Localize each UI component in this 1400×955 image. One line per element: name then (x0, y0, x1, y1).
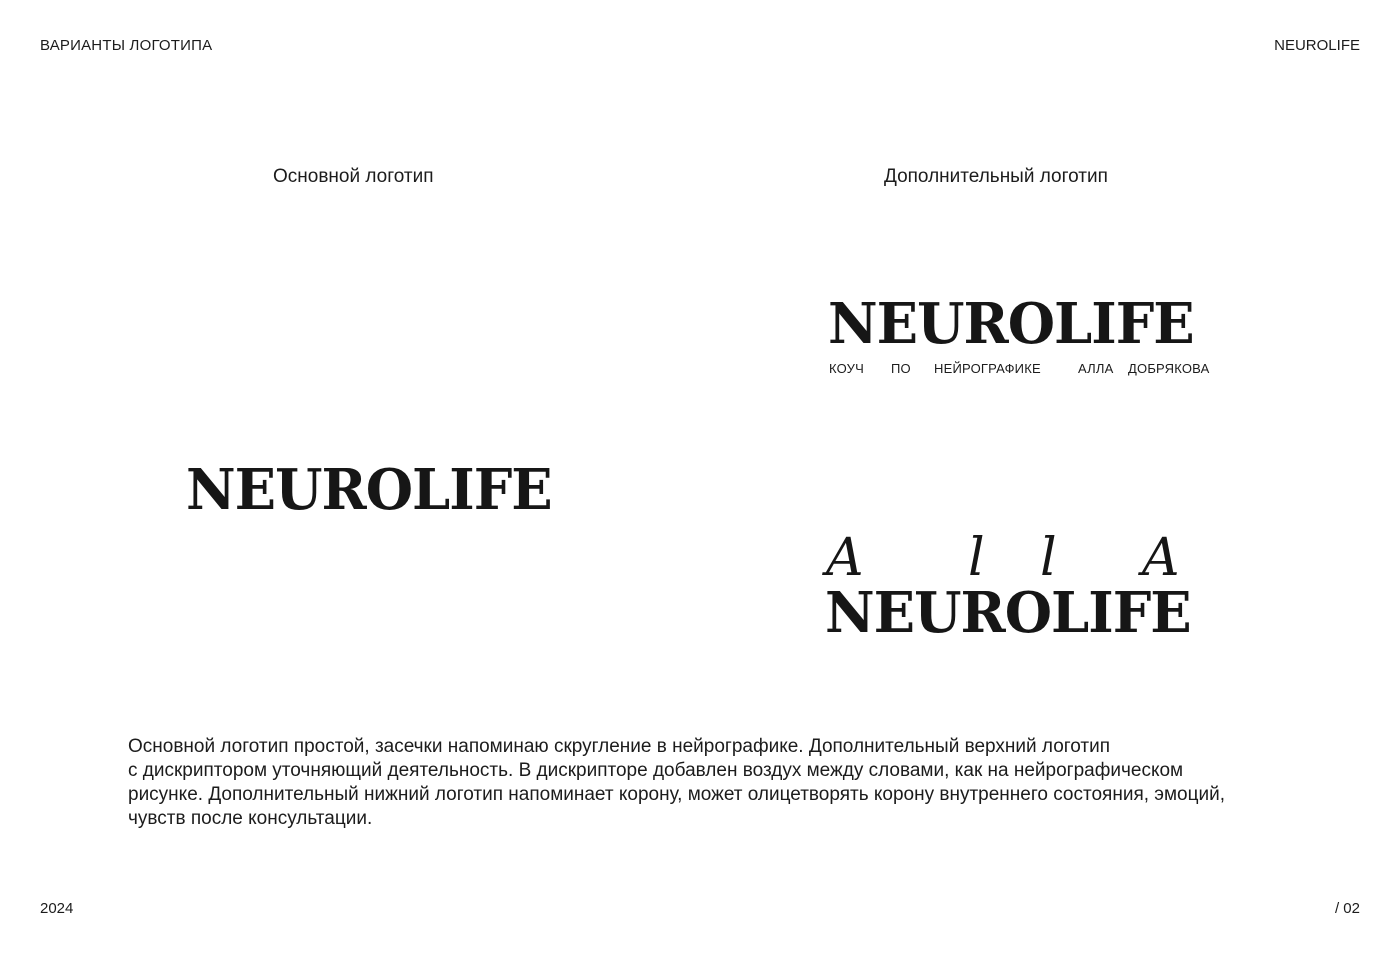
descriptor-word: ПО (891, 361, 911, 376)
descriptor-word: КОУЧ (829, 361, 864, 376)
main-logo-caption: Основной логотип (273, 166, 434, 187)
descriptor-word: НЕЙРОГРАФИКЕ (934, 361, 1041, 376)
description-line: чувств после консультации. (128, 808, 373, 829)
page-number: / 02 (1334, 900, 1360, 917)
year-label: 2024 (40, 900, 74, 917)
alt-logo-descriptor (829, 361, 1210, 377)
page-section-title: ВАРИАНТЫ ЛОГОТИПА (40, 37, 213, 54)
script-letter: l (1040, 528, 1057, 588)
descriptor-word: АЛЛА (1078, 361, 1114, 376)
main-logo-wordmark: NEUROLIFE (186, 457, 552, 523)
alt-logo-top-wordmark: NEUROLIFE (828, 291, 1194, 357)
description-line: с дискриптором уточняющий деятельность. В дискрипторе добавлен воздух между словами, как на нейрографическом (128, 760, 1184, 781)
script-letter: A (1142, 528, 1180, 588)
alt-logo-bottom-wordmark: NEUROLIFE (825, 580, 1191, 646)
description-line: рисунке. Дополнительный нижний логотип напоминает корону, может олицетворять корону внутреннего состояния, эмоций, (128, 784, 1226, 805)
logo-description (128, 735, 1308, 831)
description-line: Основной логотип простой, засечки напоминаю скругление в нейрографике. Дополнительный верхний логотип (128, 736, 1111, 757)
descriptor-word: ДОБРЯКОВА (1128, 361, 1210, 376)
alt-logo-caption: Дополнительный логотип (884, 166, 1108, 187)
brand-label: NEUROLIFE (1274, 37, 1360, 54)
script-letter: A (826, 528, 864, 588)
script-letter: l (968, 528, 985, 588)
